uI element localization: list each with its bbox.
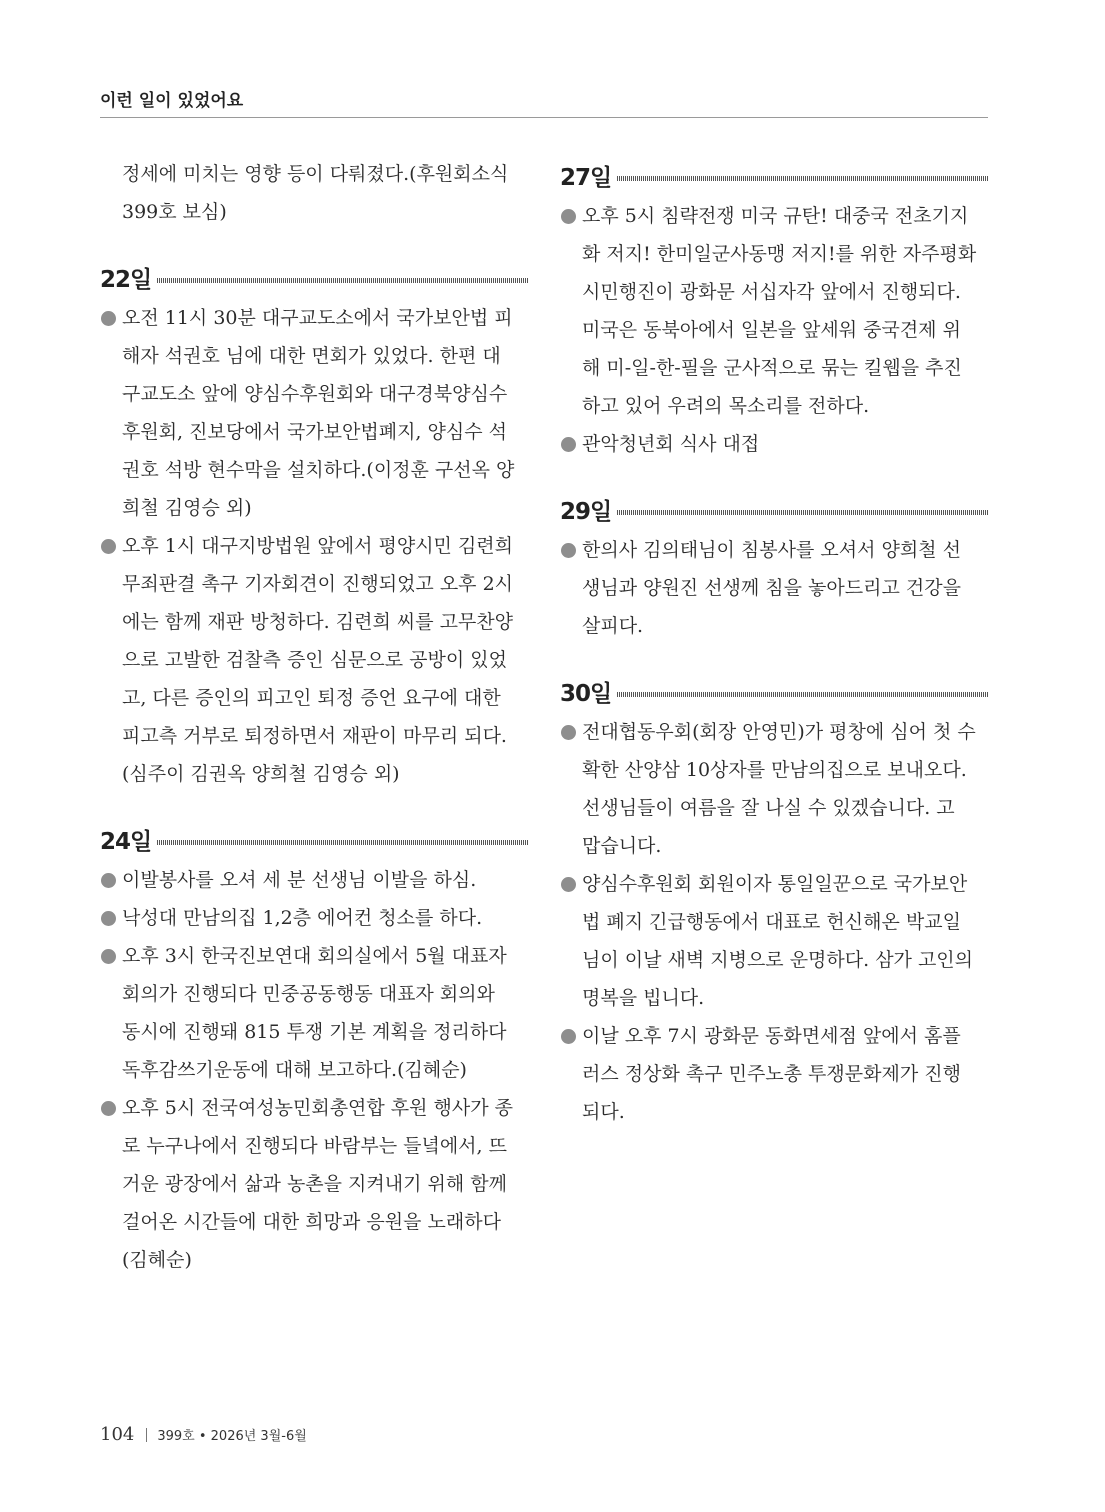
item-text-line: 후원회, 진보당에서 국가보안법폐지, 양심수 석: [122, 421, 507, 443]
bullet-icon: [101, 1101, 116, 1116]
text-line: 정세에 미치는 영향 등이 다뤄졌다.(후원회소식: [122, 163, 509, 185]
day-heading: [100, 819, 528, 859]
bullet-icon: [561, 437, 576, 452]
day-heading: [100, 257, 528, 297]
item-text-line: 오후 5시 전국여성농민회총연합 후원 행사가 종: [122, 1097, 514, 1119]
bullet-icon: [561, 725, 576, 740]
day-label: 29일: [560, 498, 612, 525]
item-text-line: 명복을 빕니다.: [582, 987, 705, 1009]
list-item: [100, 861, 528, 899]
item-text-line: 독후감쓰기운동에 대해 보고하다.(김혜순): [122, 1059, 467, 1081]
section-title: 이런 일이 있었어요: [100, 91, 244, 111]
item-text-line: 해 미-일-한-필을 군사적으로 묶는 킬웹을 추진: [582, 357, 962, 379]
list-item: [100, 899, 528, 937]
footer-divider: [146, 1428, 147, 1442]
left-day-sections: [100, 257, 528, 1279]
item-text-line: 에는 함께 재판 방청하다. 김련희 씨를 고무찬양: [122, 611, 514, 633]
item-text-line: 맙습니다.: [582, 835, 662, 857]
item-text-line: 님이 이날 새벽 지병으로 운명하다. 삼가 고인의: [582, 949, 974, 971]
item-text-line: 구교도소 앞에 양심수후원회와 대구경북양심수: [122, 383, 508, 405]
item-text-line: 선생님들이 여름을 잘 나실 수 있겠습니다. 고: [582, 797, 955, 819]
item-text-line: 피고측 거부로 퇴정하면서 재판이 마무리 되다.: [122, 725, 507, 747]
item-text-line: 양심수후원회 회원이자 통일일꾼으로 국가보안: [582, 873, 968, 895]
day-label: 30일: [560, 680, 612, 707]
item-text-line: 러스 정상화 촉구 민주노총 투쟁문화제가 진행: [582, 1063, 961, 1085]
item-text-line: 회의가 진행되다 민중공동행동 대표자 회의와: [122, 983, 495, 1005]
bullet-icon: [101, 911, 116, 926]
item-text-line: 오후 1시 대구지방법원 앞에서 평양시민 김련희: [122, 535, 514, 557]
day-label: 27일: [560, 164, 612, 191]
list-item: [100, 1089, 528, 1279]
item-text-line: 이날 오후 7시 광화문 동화면세점 앞에서 홈플: [582, 1025, 961, 1047]
day-rule: [157, 278, 528, 283]
bullet-icon: [561, 209, 576, 224]
bullet-icon: [561, 877, 576, 892]
issue-info: 399호 • 2026년 3월-6월: [157, 1429, 307, 1444]
day-heading: [560, 489, 988, 529]
item-text-line: 걸어온 시간들에 대한 희망과 응원을 노래하다: [122, 1211, 501, 1233]
bullet-icon: [561, 1029, 576, 1044]
right-day-sections: [560, 155, 988, 1131]
list-item: [560, 865, 988, 1017]
item-text-line: 화 저지! 한미일군사동맹 저지!를 위한 자주평화: [582, 243, 977, 265]
list-item: [100, 299, 528, 527]
bullet-icon: [101, 949, 116, 964]
list-item: [560, 197, 988, 425]
left-column: [100, 155, 528, 1279]
list-item: [560, 531, 988, 645]
item-text-line: 시민행진이 광화문 서십자각 앞에서 진행되다.: [582, 281, 961, 303]
item-text-line: 되다.: [582, 1101, 625, 1123]
bullet-icon: [101, 873, 116, 888]
item-text-line: 희철 김영승 외): [122, 497, 252, 519]
day-heading: [560, 671, 988, 711]
item-text-line: 동시에 진행돼 815 투쟁 기본 계획을 정리하다: [122, 1021, 507, 1043]
item-text-line: 관악청년회 식사 대접: [582, 433, 760, 455]
item-text-line: 해자 석권호 님에 대한 면회가 있었다. 한편 대: [122, 345, 501, 367]
list-item: [560, 713, 988, 865]
item-text-line: 낙성대 만남의집 1,2층 에어컨 청소를 하다.: [122, 907, 483, 929]
item-text-line: 확한 산양삼 10상자를 만남의집으로 보내오다.: [582, 759, 967, 781]
right-column: [560, 155, 988, 1131]
text-line: 399호 보심): [122, 201, 227, 223]
item-text-line: 한의사 김의태님이 침봉사를 오셔서 양희철 선: [582, 539, 961, 561]
list-item: [560, 1017, 988, 1131]
item-text-line: 무죄판결 촉구 기자회견이 진행되었고 오후 2시: [122, 573, 514, 595]
item-text-line: 전대협동우회(회장 안영민)가 평창에 심어 첫 수: [582, 721, 976, 743]
item-text-line: 오전 11시 30분 대구교도소에서 국가보안법 피: [122, 307, 513, 329]
day-rule: [617, 510, 988, 515]
item-text-line: 살피다.: [582, 615, 644, 637]
day-heading: [560, 155, 988, 195]
list-item: [100, 937, 528, 1089]
item-text-line: 하고 있어 우려의 목소리를 전하다.: [582, 395, 870, 417]
bullet-icon: [101, 539, 116, 554]
item-text-line: 거운 광장에서 삶과 농촌을 지켜내기 위해 함께: [122, 1173, 507, 1195]
day-rule: [617, 692, 988, 697]
day-label: 24일: [100, 828, 152, 855]
item-text-line: (김혜순): [122, 1249, 192, 1271]
day-label: 22일: [100, 266, 152, 293]
bullet-icon: [101, 311, 116, 326]
page-number: 104: [100, 1424, 135, 1445]
item-text-line: 법 폐지 긴급행동에서 대표로 헌신해온 박교일: [582, 911, 961, 933]
item-text-line: 생님과 양원진 선생께 침을 놓아드리고 건강을: [582, 577, 961, 599]
item-text-line: 고, 다른 증인의 피고인 퇴정 증언 요구에 대한: [122, 687, 501, 709]
item-text-line: 권호 석방 현수막을 설치하다.(이정훈 구선옥 양: [122, 459, 515, 481]
continuation-text: [100, 155, 528, 231]
page-footer: [100, 1424, 307, 1445]
item-text-line: (심주이 김권옥 양희철 김영승 외): [122, 763, 400, 785]
bullet-icon: [561, 543, 576, 558]
item-text-line: 으로 고발한 검찰측 증인 심문으로 공방이 있었: [122, 649, 507, 671]
list-item: [100, 527, 528, 793]
item-text-line: 미국은 동북아에서 일본을 앞세워 중국견제 위: [582, 319, 961, 341]
item-text-line: 오후 5시 침략전쟁 미국 규탄! 대중국 전초기지: [582, 205, 969, 227]
header-divider: [100, 117, 988, 118]
item-text-line: 로 누구나에서 진행되다 바람부는 들녘에서, 뜨: [122, 1135, 507, 1157]
item-text-line: 오후 3시 한국진보연대 회의실에서 5월 대표자: [122, 945, 507, 967]
day-rule: [617, 176, 988, 181]
day-rule: [157, 840, 528, 845]
list-item: [560, 425, 988, 463]
item-text-line: 이발봉사를 오셔 세 분 선생님 이발을 하심.: [122, 869, 477, 891]
